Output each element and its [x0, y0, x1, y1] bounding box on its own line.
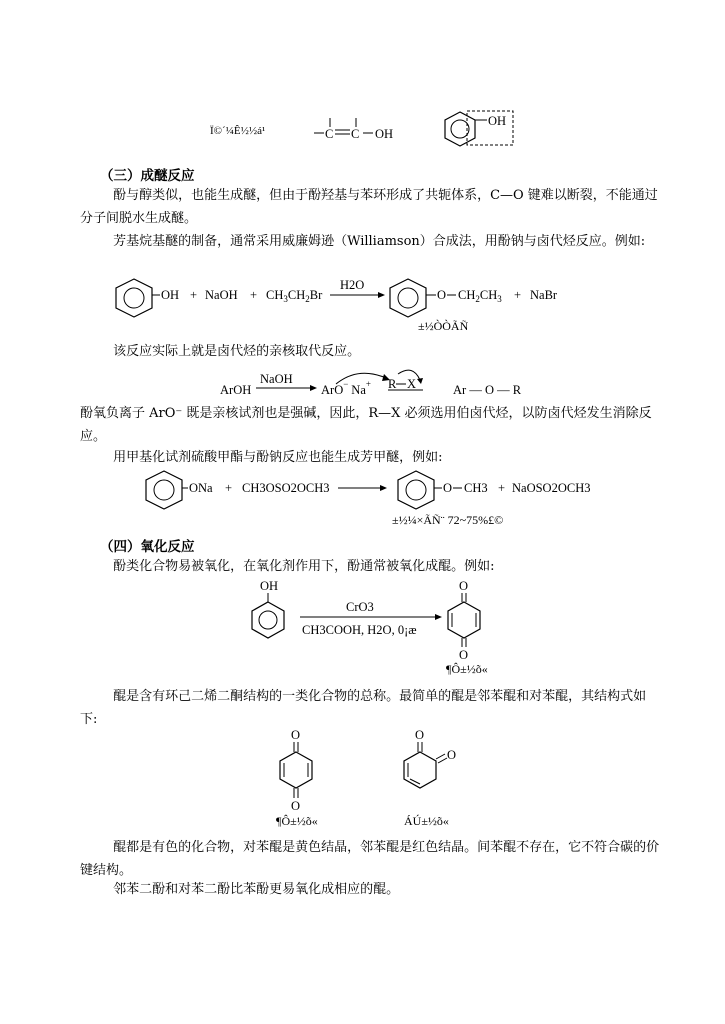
mech-aroh: ArOH [220, 383, 252, 397]
eq3-oh: OH [260, 579, 279, 593]
para-quinone [276, 727, 316, 819]
eq1-plus1: + [190, 288, 198, 302]
eq1-nabr: NaBr [530, 288, 558, 302]
svg-text:O: O [447, 748, 457, 762]
section4-para1: 酚类化合物易被氧化，在氧化剂作用下，酚通常被氧化成醌。例如: [80, 559, 495, 574]
eq2-plus2: + [498, 481, 506, 495]
section3-heading: （三）成醚反应 [100, 168, 195, 184]
eq3-o-bottom: O [459, 648, 469, 662]
eq1-product-name: ±½ÒÒÃÑ [418, 319, 469, 333]
svg-text:O: O [415, 728, 425, 742]
eq1-naoh: NaOH [205, 288, 238, 302]
eq1-arrow-label: H2O [340, 278, 365, 292]
mech-reagent: NaOH [260, 372, 293, 386]
section4-heading: （四）氧化反应 [100, 539, 195, 555]
enol-c1: C [325, 127, 334, 141]
svg-text:CH3CH2Br: $CH_3CH_2Br$ [266, 288, 323, 304]
eq3-o-top: O [459, 579, 469, 593]
section3-para3: 该反应实际上就是卤代烃的亲核取代反应。 [80, 344, 361, 359]
eq2-reagent: CH3OSO2OCH3 [242, 481, 330, 495]
svg-text:ArO−Na+: ArO− Na+ [321, 379, 371, 397]
williamson-equation [110, 278, 580, 318]
eq3-reagent-top: CrO3 [346, 600, 374, 614]
para-quinone-name: ¶Ô±½õ« [276, 814, 318, 828]
section4-para3: 醌都是有色的化合物，对苯醌是黄色结晶，邻苯醌是红色结晶。间苯醌不存在，它不符合碳的价键结构。 [80, 840, 660, 878]
svg-text:O: O [291, 799, 301, 813]
eq2-ona: ONa [189, 481, 213, 495]
ortho-quinone-name: ÁÚ±½õ« [404, 814, 449, 828]
enol-garbled-label: Ï©´¼Ê½½á¹ [210, 125, 266, 137]
mech-rx-x: X [407, 377, 417, 391]
enol-c2: C [351, 127, 360, 141]
section3-para5: 用甲基化试剂硫酸甲酯与酚钠反应也能生成芳甲醚，例如: [80, 450, 443, 465]
phenol-oh: OH [488, 114, 507, 128]
eq3-product-name: ¶Ô±½õ« [446, 662, 488, 676]
methylation-equation [140, 470, 610, 510]
mech-product: Ar — O — R [453, 383, 522, 397]
phenol-dashed-structure [440, 108, 530, 153]
section3-para4: 酚氧负离子 ArO⁻ 既是亲核试剂也是强碱，因此，R—X 必须选用伯卤代烃，以防卤代烃发生消除反应。 [80, 406, 652, 444]
eq2-product-name: ±½¼×ÃÑ¨ 72~75%£© [392, 513, 504, 527]
ortho-quinone [400, 727, 470, 797]
svg-text:CH2CH3: $CH_2CH_3$ [458, 288, 502, 304]
svg-text:O: O [291, 728, 301, 742]
eq2-product-ch3: CH3 [464, 481, 488, 495]
section3-para1: 酚与醇类似，也能生成醚，但由于酚羟基与苯环形成了共轭体系，C—O 键难以断裂，不能通过分子间脱水生成醚。 [80, 188, 658, 226]
section3-para2: 芳基烷基醚的制备，通常采用威廉姆逊（Williamson）合成法，用酚钠与卤代烃反应。例如: [80, 234, 646, 249]
eq1-plus2: + [250, 288, 258, 302]
eq1-plus3: + [514, 288, 522, 302]
eq2-byproduct: NaOSO2OCH3 [512, 481, 591, 495]
eq1-product-o: O [437, 288, 447, 302]
enol-structure [310, 112, 420, 152]
enol-oh: OH [375, 127, 394, 141]
mech-rx-r: R [388, 377, 397, 391]
eq2-plus1: + [225, 481, 233, 495]
benzene-ring [116, 279, 152, 317]
eq1-oh: OH [161, 288, 180, 302]
section4-para2: 醌是含有环己二烯二酮结构的一类化合物的总称。最简单的醌是邻苯醌和对苯醌，其结构式如下: [80, 689, 647, 727]
eq3-reagent-bottom: CH3COOH, H2O, 0¡æ [302, 623, 417, 637]
section4-para4: 邻苯二酚和对苯二酚比苯酚更易氧化成相应的醌。 [80, 882, 400, 897]
eq2-product-o: O [443, 481, 453, 495]
